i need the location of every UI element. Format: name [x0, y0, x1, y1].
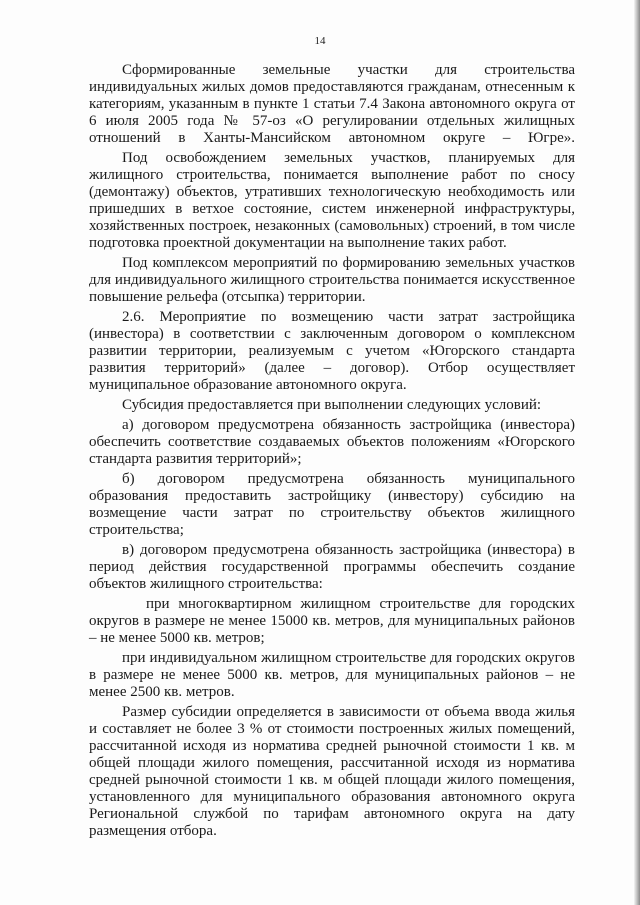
paragraph-subsidy-conditions: Субсидия предоставляется при выполнении следующих условий:	[122, 397, 542, 413]
paragraph-condition-a: а) договором предусмотрена обязанность застройщика (инвестора) обеспечить соответствие создаваемых объектов положениям «Югорского стандарта развития территорий»;	[89, 417, 575, 467]
paragraph-item-2-6: 2.6. Мероприятие по возмещению части затрат застройщика (инвестора) в соответствии с заключенным договором о комплексном развитии территории, реализуемым с учетом «Югорского стандарта развития территорий» (далее – договор). Отбор осуществляет муниципальное образование автономного округа.	[89, 309, 575, 393]
paragraph-clearing-land: Под освобождением земельных участков, планируемых для жилищного строительства, понимается выполнение работ по сносу (демонтажу) объектов, утративших технологическую необходимость или пришедших в ветхое состояние, систем инженерной инфраструктуры, хозяйственных построек, незаконных (самовольных) строений, в том числе подготовка проектной документации на выполнение таких работ.	[89, 150, 575, 251]
document-body	[89, 62, 575, 843]
paragraph-subsidy-amount: Размер субсидии определяется в зависимости от объема ввода жилья и составляет не более 3 % от стоимости построенных жилых помещений, рассчитанной исходя из норматива средней рыночной стоимости 1 кв. м общей площади жилого помещения, рассчитанной исходя из норматива средней рыночной стоимости 1 кв. м общей площади жилого помещения, установленного для муниципального образования автономного округа Региональной службой по тарифам автономного округа на дату размещения отбора.	[89, 704, 575, 839]
page-edge-shadow	[634, 0, 640, 905]
page-number: 14	[314, 35, 326, 47]
paragraph-land-plots: Сформированные земельные участки для строительства индивидуальных жилых домов предоставляются гражданам, отнесенным к категориям, указанным в пункте 1 статьи 7.4 Закона автономного округа от 6 июля 2005 года № 57-оз «О регулировании отдельных жилищных отношений в Ханты-Мансийском автономном округе – Югре».	[89, 62, 575, 146]
paragraph-apartment-construction: при многоквартирном жилищном строительстве для городских округов в размере не менее 15000 кв. метров, для муниципальных районов – не менее 5000 кв. метров;	[89, 596, 575, 646]
paragraph-measures-complex: Под комплексом мероприятий по формированию земельных участков для индивидуального жилищного строительства понимается искусственное повышение рельефа (отсыпка) территории.	[89, 255, 575, 305]
paragraph-individual-construction: при индивидуальном жилищном строительстве для городских округов в размере не менее 5000 кв. метров, для муниципальных районов – не менее 2500 кв. метров.	[89, 650, 575, 700]
paragraph-condition-b: б) договором предусмотрена обязанность муниципального образования предоставить застройщику (инвестору) субсидию на возмещение части затрат по строительству объектов жилищного строительства;	[89, 471, 575, 538]
paragraph-condition-c: в) договором предусмотрена обязанность застройщика (инвестора) в период действия государственной программы обеспечить создание объектов жилищного строительства:	[89, 542, 575, 592]
